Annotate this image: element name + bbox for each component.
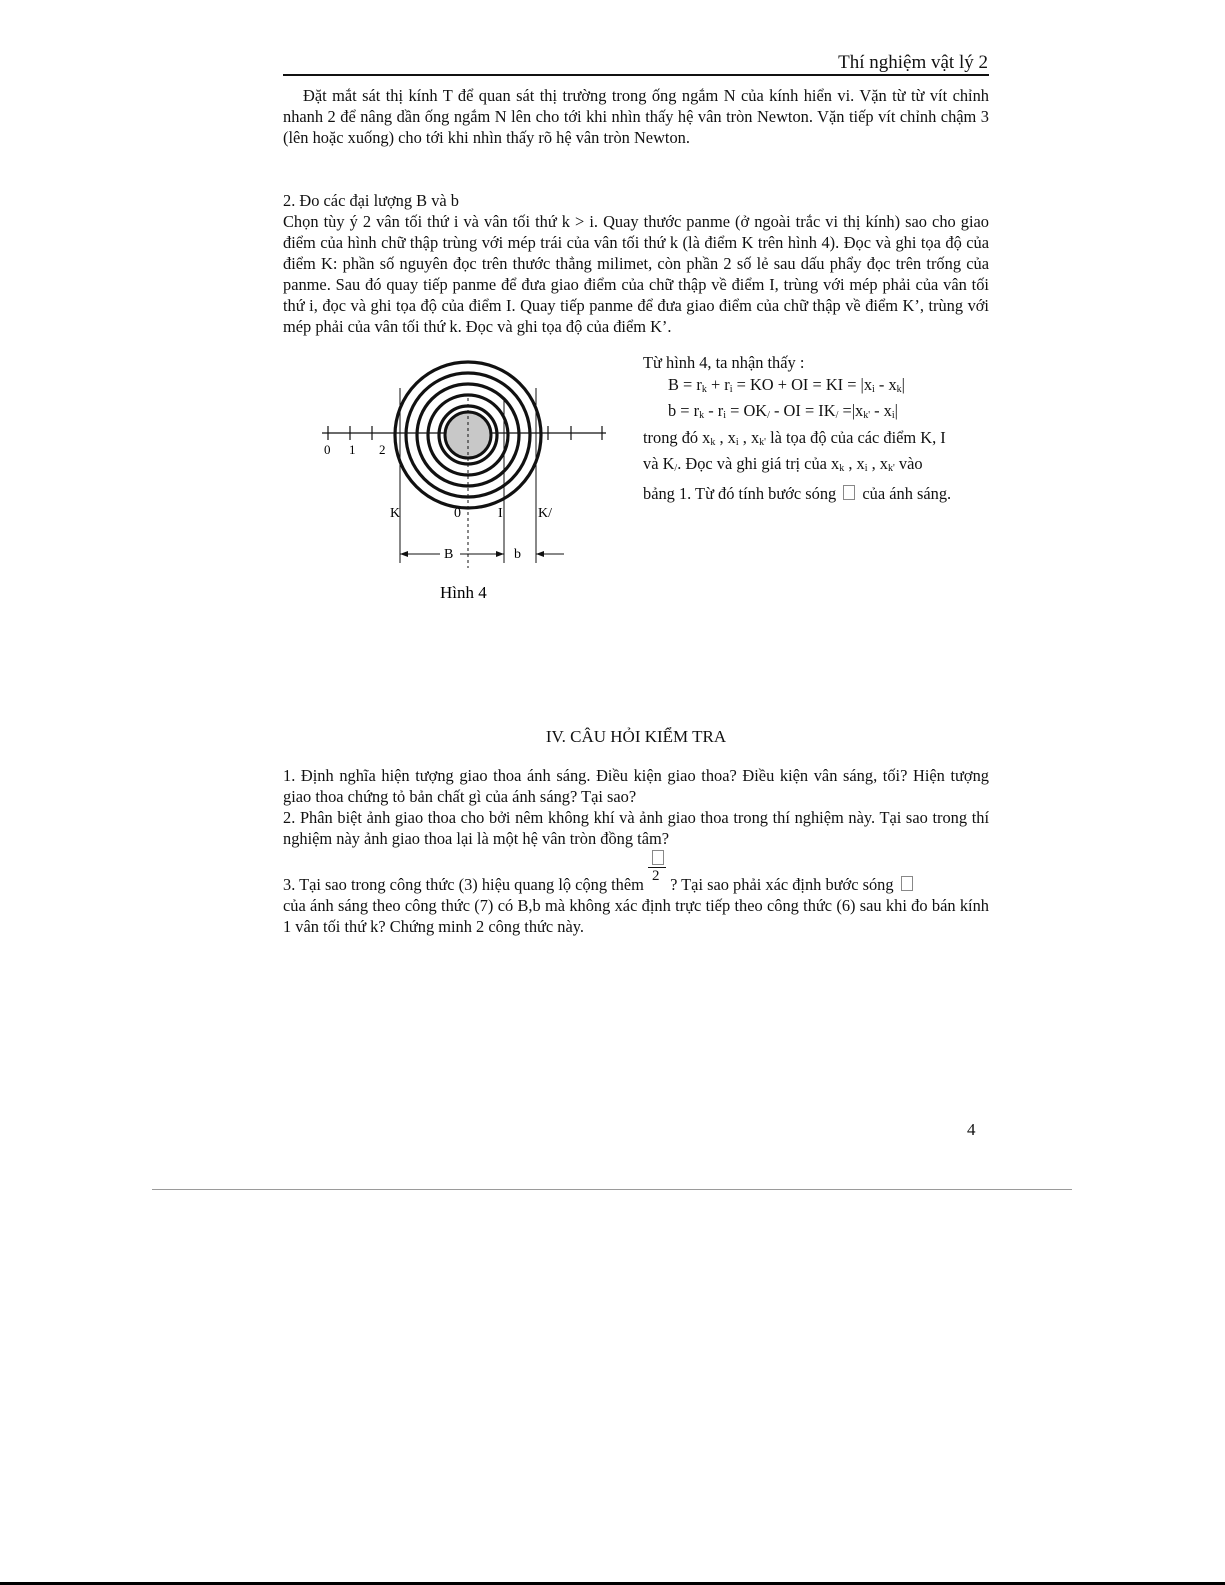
running-header: Thí nghiệm vật lý 2: [838, 52, 988, 73]
footer-rule: [152, 1189, 1072, 1190]
lambda-placeholder-icon: [901, 876, 913, 891]
explanation-intro: Từ hình 4, ta nhận thấy :: [643, 353, 805, 372]
coords-line-1: trong đó $x_k$ , $x_i$ , $x_{k'}$ là tọa độ của các điểm K, I: [643, 427, 946, 448]
explanation-block: [643, 352, 989, 504]
question-2: 2. Phân biệt ảnh giao thoa cho bởi nêm không khí và ảnh giao thoa trong thí nghiệm này. Tại sao trong thí nghiệm này ảnh giao thoa lại là một hệ vân tròn đồng tâm?: [283, 808, 989, 848]
question-1: 1. Định nghĩa hiện tượng giao thoa ánh sáng. Điều kiện giao thoa? Điều kiện vân sáng, tối? Hiện tượng giao thoa chứng tỏ bản chất gì của ánh sáng? Tại sao?: [283, 766, 989, 806]
coords-line-2: và $K_/$. Đọc và ghi giá trị của $x_k$ , $x_i$ , $x_{k'}$ vào: [643, 454, 923, 474]
measure-body: Chọn tùy ý 2 vân tối thứ i và vân tối thứ k > i. Quay thước panme (ở ngoài trắc vi thị kính) sao cho giao điểm của hình chữ thập trùng với mép trái của vân tối thứ k (là điểm K trên hình 4). Đọc và ghi tọa độ của điểm K: phần số nguyên đọc trên thước thẳng milimet, còn phần 2 số lẻ sau dấu phẩy đọc trên trống của panme. Sau đó quay tiếp panme để đưa giao điểm của chữ thập về điểm I, trùng với mép phải của vân tối thứ i, đọc và ghi tọa độ của điểm I. Quay tiếp panme để đưa giao điểm của chữ thập về điểm K’, trùng với mép phải của vân tối thứ k. Đọc và ghi tọa độ của điểm K’.: [283, 212, 989, 336]
page-number: 4: [967, 1120, 976, 1139]
scale-label-2: 2: [379, 442, 386, 457]
question-3: 3. Tại sao trong công thức (3) hiệu quang lộ cộng thêm 2 ? Tại sao phải xác định bước sóng của ánh sáng theo công thức (7) có B,b mà không xác định trực tiếp theo công thức (6) sau khi đo bán kính 1 vân tối thứ k? Chứng minh 2 công thức này.: [283, 874, 989, 937]
intro-paragraph: Đặt mắt sát thị kính T để quan sát thị trường trong ống ngắm N của kính hiển vi. Vặn từ từ vít chỉnh nhanh 2 để nâng dần ống ngắm N lên cho tới khi nhìn thấy hệ vân tròn Newton. Vặn tiếp vít chỉnh chậm 3 (lên hoặc xuống) cho tới khi nhìn thấy rõ hệ vân tròn Newton.: [283, 86, 989, 147]
lambda-placeholder-icon: [843, 485, 855, 500]
figure-caption: Hình 4: [440, 583, 487, 602]
dim-label-B: B: [444, 547, 454, 562]
lambda-over-2-fraction: 2: [648, 876, 666, 890]
scale-label-0: 0: [324, 442, 331, 457]
point-label-K-prime: K/: [538, 506, 552, 521]
dimension-b: [536, 551, 564, 557]
point-label-O: 0: [454, 506, 461, 521]
lambda-placeholder-icon: [652, 850, 664, 865]
formula-b: $b = r_k - r_i = OK_/$ - OI = $IK_/ =|x_{k'} - x_i|$: [668, 401, 898, 421]
newton-rings-figure: [320, 358, 620, 608]
dim-label-b: b: [514, 547, 521, 562]
coords-line-3: bảng 1. Từ đó tính bước sóng của ánh sáng.: [643, 483, 952, 503]
header-rule: [283, 74, 989, 76]
scale-label-1: 1: [349, 442, 356, 457]
point-label-K: K: [390, 506, 401, 521]
measure-heading: 2. Đo các đại lượng B và b: [283, 191, 459, 210]
point-label-I: I: [498, 506, 503, 521]
section-iv-title: IV. CÂU HỎI KIỂM TRA: [545, 727, 727, 746]
formula-B: $B = r_k + r_i$ = KO + OI = KI = $|x_i - x_k|$: [668, 374, 905, 395]
